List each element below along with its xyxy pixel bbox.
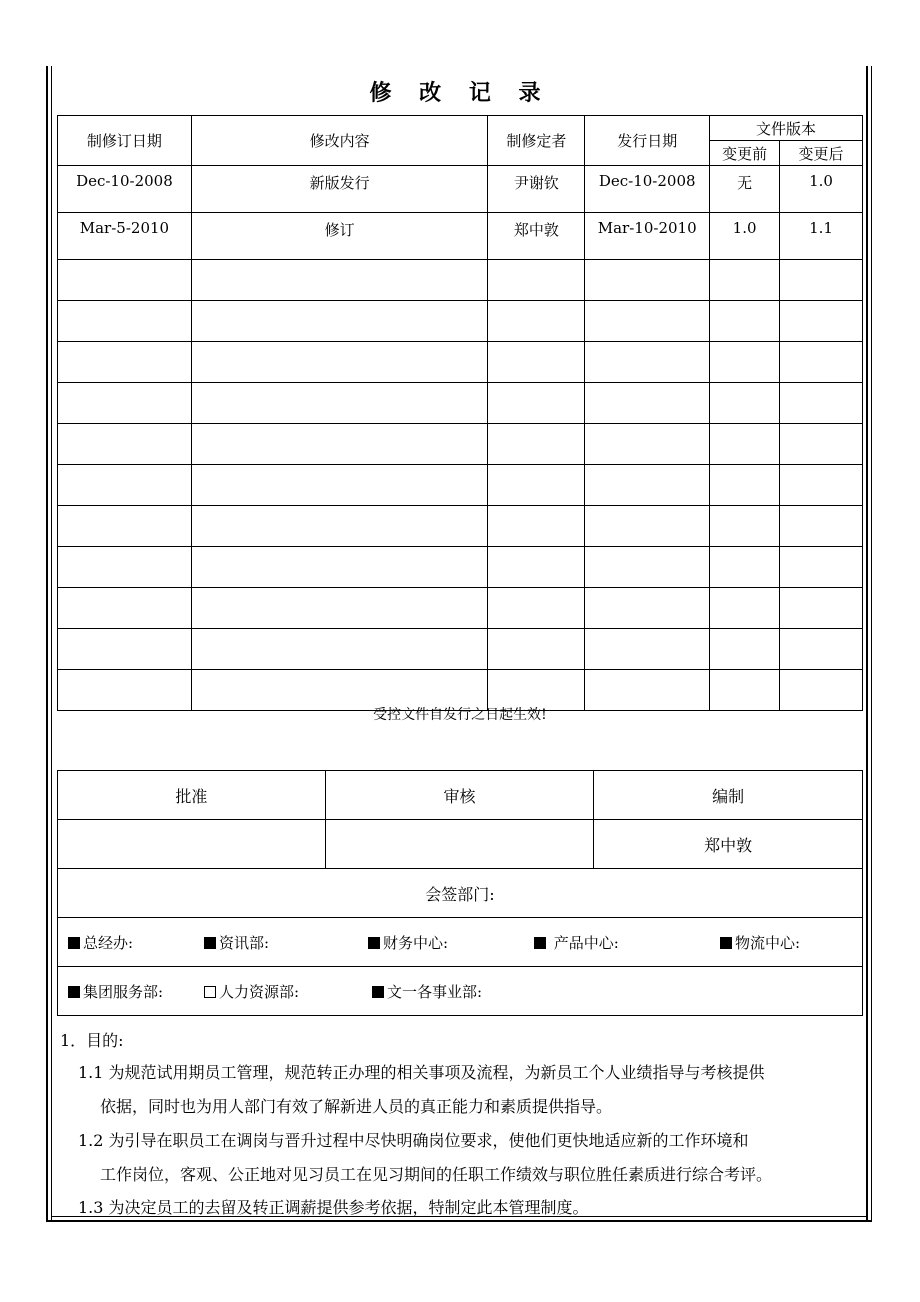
checked-box-icon[interactable] — [204, 937, 216, 949]
cell-author: 尹谢钦 — [488, 166, 585, 213]
empty-row — [58, 301, 863, 342]
cell-before: 无 — [710, 166, 780, 213]
paragraph-1-2-line2: 工作岗位，客观、公正地对见习员工在见习期间的任职工作绩效与职位胜任素质进行综合考评。 — [100, 1165, 773, 1184]
dept-checkbox-item[interactable] — [68, 981, 204, 1002]
empty-row — [58, 547, 863, 588]
dept-label: 集团服务部: — [83, 982, 164, 1001]
header-version: 文件版本 — [710, 116, 863, 141]
page-border-right-inner — [871, 66, 872, 1222]
review-label: 审核 — [325, 771, 594, 820]
dept-label: 产品中心: — [549, 933, 619, 952]
cell-issue-date: Mar-10-2010 — [585, 213, 710, 260]
header-author: 制修定者 — [488, 116, 585, 166]
dept-checkbox-item[interactable] — [368, 932, 534, 953]
cell-date: Mar-5-2010 — [58, 213, 192, 260]
approve-signature — [58, 820, 326, 869]
compile-signature: 郑中敦 — [594, 820, 863, 869]
dept-label: 物流中心: — [735, 933, 801, 952]
dept-row-2 — [58, 967, 863, 1016]
dept-checkbox-item[interactable] — [534, 932, 720, 953]
dept-checkbox-item[interactable] — [68, 932, 204, 953]
checked-box-icon[interactable] — [68, 937, 80, 949]
dept-row-1 — [58, 918, 863, 967]
dept-checkbox-item[interactable] — [720, 932, 860, 953]
checked-box-icon[interactable] — [68, 986, 80, 998]
dept-label: 文一各事业部: — [387, 982, 483, 1001]
dept-checkbox-item[interactable] — [204, 981, 372, 1002]
paragraph-1-3: 1.3 为决定员工的去留及转正调薪提供参考依据，特制定此本管理制度。 — [78, 1198, 589, 1217]
cell-content: 新版发行 — [191, 166, 488, 213]
cell-issue-date: Dec-10-2008 — [585, 166, 710, 213]
cell-content: 修订 — [191, 213, 488, 260]
header-content: 修改内容 — [191, 116, 488, 166]
empty-row — [58, 342, 863, 383]
page-border-left — [46, 66, 48, 1222]
empty-row — [58, 260, 863, 301]
dept-label: 人力资源部: — [219, 982, 300, 1001]
page-border-left-inner — [51, 66, 52, 1222]
empty-row — [58, 506, 863, 547]
review-signature — [325, 820, 594, 869]
empty-row — [58, 424, 863, 465]
page-title: 修 改 记 录 — [369, 80, 551, 106]
signoff-table — [57, 770, 863, 1016]
page-border-right — [866, 66, 868, 1222]
dept-label: 总经办: — [83, 933, 134, 952]
compile-label: 编制 — [594, 771, 863, 820]
cell-author: 郑中敦 — [488, 213, 585, 260]
table-row — [58, 166, 863, 213]
cell-date: Dec-10-2008 — [58, 166, 192, 213]
cell-after: 1.1 — [780, 213, 863, 260]
header-before: 变更前 — [710, 141, 780, 166]
table-row — [58, 213, 863, 260]
empty-row — [58, 588, 863, 629]
cell-before: 1.0 — [710, 213, 780, 260]
empty-row — [58, 465, 863, 506]
checked-box-icon[interactable] — [368, 937, 380, 949]
dept-checkbox-item[interactable] — [204, 932, 368, 953]
effective-note: 受控文件自发行之日起生效! — [373, 707, 547, 723]
dept-label: 财务中心: — [383, 933, 449, 952]
countersign-label: 会签部门: — [58, 869, 863, 918]
header-date: 制修订日期 — [58, 116, 192, 166]
approve-label: 批准 — [58, 771, 326, 820]
paragraph-1-2-line1: 1.2 为引导在职员工在调岗与晋升过程中尽快明确岗位要求，使他们更快地适应新的工作环境和 — [78, 1131, 749, 1150]
checked-box-icon[interactable] — [720, 937, 732, 949]
page-border-bottom — [46, 1220, 872, 1222]
checked-box-icon[interactable] — [534, 937, 546, 949]
unchecked-box-icon[interactable] — [204, 986, 216, 998]
header-after: 变更后 — [780, 141, 863, 166]
dept-checkbox-item[interactable] — [372, 981, 552, 1002]
section-heading: 1．目的: — [60, 1031, 124, 1050]
cell-after: 1.0 — [780, 166, 863, 213]
paragraph-1-1-line1: 1.1 为规范试用期员工管理，规范转正办理的相关事项及流程，为新员工个人业绩指导与考核提供 — [78, 1063, 765, 1082]
revision-table — [57, 115, 863, 711]
paragraph-1-1-line2: 依据，同时也为用人部门有效了解新进人员的真正能力和素质提供指导。 — [100, 1097, 613, 1116]
header-issue-date: 发行日期 — [585, 116, 710, 166]
checked-box-icon[interactable] — [372, 986, 384, 998]
empty-row — [58, 383, 863, 424]
dept-label: 资讯部: — [219, 933, 270, 952]
empty-row — [58, 629, 863, 670]
